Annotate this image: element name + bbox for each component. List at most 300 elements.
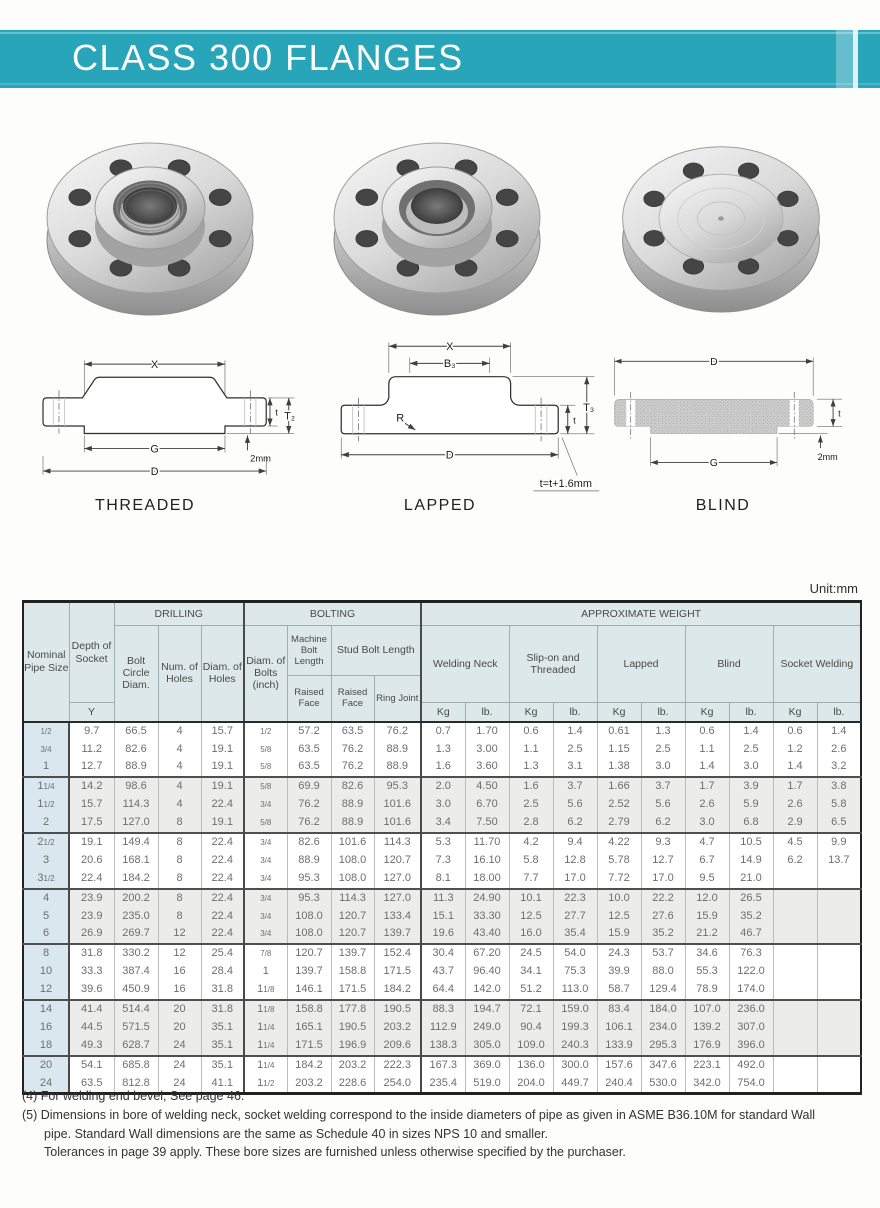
value-cell: 14.9 <box>729 852 773 870</box>
value-cell <box>817 1037 861 1056</box>
pipe-size-cell: 8 <box>23 944 69 963</box>
value-cell: 27.7 <box>553 907 597 925</box>
unit-label: Unit:mm <box>809 581 858 596</box>
value-cell: 46.7 <box>729 925 773 944</box>
group-socket-welding: Socket Welding <box>773 626 861 703</box>
value-cell: 22.4 <box>201 833 244 852</box>
value-cell: 6.2 <box>641 814 685 833</box>
value-cell: 1.2 <box>773 740 817 758</box>
value-cell: 6.2 <box>553 814 597 833</box>
value-cell: 101.6 <box>374 814 421 833</box>
value-cell: 12.5 <box>597 907 641 925</box>
value-cell: 114.3 <box>374 833 421 852</box>
value-cell: 9.5 <box>685 870 729 889</box>
value-cell: 1.1 <box>685 740 729 758</box>
value-cell: 158.8 <box>287 1000 331 1019</box>
value-cell: 194.7 <box>465 1000 509 1019</box>
value-cell: 5.3 <box>421 833 465 852</box>
table-row <box>23 1037 861 1056</box>
value-cell: 7/8 <box>244 944 287 963</box>
pipe-size-cell: 20 <box>23 1056 69 1075</box>
footnote-4: (4) For welding end bevel, See page 46. <box>22 1089 245 1103</box>
value-cell: 19.6 <box>421 925 465 944</box>
value-cell: 307.0 <box>729 1019 773 1037</box>
value-cell: 5.8 <box>509 852 553 870</box>
value-cell: 8 <box>158 814 201 833</box>
group-blind: Blind <box>685 626 773 703</box>
value-cell: 1.66 <box>597 777 641 796</box>
value-cell: 139.7 <box>374 925 421 944</box>
table-row <box>23 852 861 870</box>
lap-thickness-note: t=t+1.6mm <box>539 478 592 491</box>
value-cell: 41.4 <box>69 1000 114 1019</box>
value-cell: 101.6 <box>331 833 374 852</box>
value-cell: 12.5 <box>509 907 553 925</box>
value-cell: 20.6 <box>69 852 114 870</box>
group-approximate-weight: APPROXIMATE WEIGHT <box>421 602 861 626</box>
value-cell: 228.6 <box>331 1074 374 1093</box>
group-drilling: DRILLING <box>114 602 244 626</box>
value-cell: 127.0 <box>114 814 158 833</box>
value-cell: 628.7 <box>114 1037 158 1056</box>
value-cell: 16 <box>158 963 201 981</box>
col-lap-lb: lb. <box>641 703 685 722</box>
value-cell: 2.8 <box>509 814 553 833</box>
value-cell: 168.1 <box>114 852 158 870</box>
value-cell: 122.0 <box>729 963 773 981</box>
value-cell: 152.4 <box>374 944 421 963</box>
value-cell: 12.0 <box>685 889 729 908</box>
value-cell: 171.5 <box>331 981 374 1000</box>
value-cell: 450.9 <box>114 981 158 1000</box>
table-row <box>23 1000 861 1019</box>
value-cell: 3.0 <box>729 758 773 777</box>
value-cell: 1.7 <box>773 777 817 796</box>
value-cell: 4 <box>158 796 201 814</box>
value-cell: 20 <box>158 1019 201 1037</box>
table-row <box>23 907 861 925</box>
value-cell: 76.3 <box>729 944 773 963</box>
pipe-size-cell: 24 <box>23 1074 69 1093</box>
value-cell: 88.9 <box>374 740 421 758</box>
value-cell: 14.2 <box>69 777 114 796</box>
dim-label-t: t <box>275 407 278 418</box>
caption-blind: BLIND <box>695 497 751 514</box>
value-cell: 176.9 <box>685 1037 729 1056</box>
pipe-size-cell: 18 <box>23 1037 69 1056</box>
value-cell: 76.2 <box>287 814 331 833</box>
value-cell: 5.6 <box>641 796 685 814</box>
value-cell: 120.7 <box>287 944 331 963</box>
value-cell <box>817 1056 861 1075</box>
value-cell: 2.5 <box>509 796 553 814</box>
col-machine-raised-face: Raised Face <box>287 676 331 722</box>
dim-label-d: D <box>445 449 454 462</box>
value-cell: 15.1 <box>421 907 465 925</box>
value-cell <box>773 963 817 981</box>
value-cell: 138.3 <box>421 1037 465 1056</box>
value-cell: 19.1 <box>201 777 244 796</box>
value-cell: 26.5 <box>729 889 773 908</box>
dim-label-2mm: 2mm <box>250 453 272 464</box>
value-cell <box>817 963 861 981</box>
table-row <box>23 777 861 796</box>
table-row <box>23 870 861 889</box>
value-cell: 63.5 <box>69 1074 114 1093</box>
value-cell: 25.4 <box>201 944 244 963</box>
value-cell: 35.4 <box>553 925 597 944</box>
value-cell: 34.6 <box>685 944 729 963</box>
dimensions-table <box>22 600 862 1095</box>
value-cell: 203.2 <box>287 1074 331 1093</box>
value-cell: 0.61 <box>597 722 641 741</box>
value-cell: 387.4 <box>114 963 158 981</box>
value-cell: 106.1 <box>597 1019 641 1037</box>
value-cell: 41.1 <box>201 1074 244 1093</box>
value-cell <box>817 1000 861 1019</box>
pipe-size-cell: 2 <box>23 814 69 833</box>
value-cell: 184.2 <box>114 870 158 889</box>
value-cell: 11/2 <box>244 1074 287 1093</box>
value-cell: 330.2 <box>114 944 158 963</box>
value-cell: 240.3 <box>553 1037 597 1056</box>
dim-label-x: X <box>446 341 454 354</box>
pipe-size-cell: 11/2 <box>23 796 69 814</box>
value-cell: 3/4 <box>244 907 287 925</box>
value-cell: 11/8 <box>244 1000 287 1019</box>
value-cell: 10.1 <box>509 889 553 908</box>
value-cell: 12 <box>158 925 201 944</box>
col-diam-bolts: Diam. of Bolts (inch) <box>244 626 287 722</box>
value-cell: 82.6 <box>287 833 331 852</box>
value-cell: 5.9 <box>729 796 773 814</box>
value-cell: 7.50 <box>465 814 509 833</box>
value-cell: 4 <box>158 777 201 796</box>
title-banner <box>0 30 880 88</box>
value-cell: 127.0 <box>374 870 421 889</box>
table-row <box>23 1019 861 1037</box>
value-cell: 519.0 <box>465 1074 509 1093</box>
value-cell: 96.40 <box>465 963 509 981</box>
value-cell: 4.5 <box>773 833 817 852</box>
value-cell: 199.3 <box>553 1019 597 1037</box>
dim-label-t2: T₂ <box>284 410 296 423</box>
pipe-size-cell: 14 <box>23 1000 69 1019</box>
value-cell: 1.3 <box>421 740 465 758</box>
table-row <box>23 796 861 814</box>
value-cell: 1.4 <box>553 722 597 741</box>
value-cell <box>773 1056 817 1075</box>
value-cell: 1.7 <box>685 777 729 796</box>
value-cell: 11.3 <box>421 889 465 908</box>
dim-label-d: D <box>710 356 718 368</box>
caption-lapped: LAPPED <box>403 497 477 514</box>
col-so-lb: lb. <box>553 703 597 722</box>
pipe-size-cell: 21/2 <box>23 833 69 852</box>
value-cell: 7.7 <box>509 870 553 889</box>
value-cell: 5.8 <box>817 796 861 814</box>
value-cell: 136.0 <box>509 1056 553 1075</box>
value-cell: 83.4 <box>597 1000 641 1019</box>
lapped-flange-photo <box>312 126 562 326</box>
value-cell: 23.9 <box>69 889 114 908</box>
value-cell: 66.5 <box>114 722 158 741</box>
dim-label-t: t <box>838 408 841 419</box>
value-cell: 33.30 <box>465 907 509 925</box>
value-cell: 27.6 <box>641 907 685 925</box>
value-cell: 1.4 <box>817 722 861 741</box>
value-cell: 22.4 <box>69 870 114 889</box>
value-cell: 108.0 <box>331 852 374 870</box>
value-cell: 184.2 <box>374 981 421 1000</box>
value-cell: 22.4 <box>201 796 244 814</box>
pipe-size-cell: 3/4 <box>23 740 69 758</box>
value-cell: 8 <box>158 852 201 870</box>
blind-flange-photo <box>598 130 844 327</box>
value-cell: 120.7 <box>331 907 374 925</box>
value-cell: 3.00 <box>465 740 509 758</box>
value-cell: 11/8 <box>244 981 287 1000</box>
col-bolt-circle-diam: Bolt Circle Diam. <box>114 626 158 722</box>
value-cell <box>773 1019 817 1037</box>
value-cell: 43.7 <box>421 963 465 981</box>
col-depth-of-socket: Depth of Socket <box>69 602 114 703</box>
value-cell: 4 <box>158 722 201 741</box>
value-cell: 754.0 <box>729 1074 773 1093</box>
value-cell: 21.0 <box>729 870 773 889</box>
value-cell: 76.2 <box>287 796 331 814</box>
value-cell: 34.1 <box>509 963 553 981</box>
value-cell: 57.2 <box>287 722 331 741</box>
col-lap-kg: Kg <box>597 703 641 722</box>
value-cell: 63.5 <box>287 758 331 777</box>
value-cell: 139.7 <box>287 963 331 981</box>
value-cell: 88.9 <box>374 758 421 777</box>
value-cell: 1.3 <box>509 758 553 777</box>
dim-label-g: G <box>709 458 718 470</box>
value-cell: 26.9 <box>69 925 114 944</box>
value-cell: 11/4 <box>244 1037 287 1056</box>
value-cell: 5.6 <box>553 796 597 814</box>
dim-label-b3: B₃ <box>443 358 456 371</box>
value-cell: 2.52 <box>597 796 641 814</box>
value-cell: 3.0 <box>641 758 685 777</box>
value-cell: 3.60 <box>465 758 509 777</box>
lapped-drawing <box>326 331 602 498</box>
value-cell: 3.4 <box>421 814 465 833</box>
value-cell: 3.7 <box>553 777 597 796</box>
value-cell: 114.3 <box>114 796 158 814</box>
threaded-flange-photo <box>25 126 275 326</box>
col-sw-kg: Kg <box>773 703 817 722</box>
value-cell: 4 <box>158 740 201 758</box>
value-cell: 35.1 <box>201 1037 244 1056</box>
value-cell: 300.0 <box>553 1056 597 1075</box>
col-ring-joint: Ring Joint <box>374 676 421 722</box>
value-cell: 165.1 <box>287 1019 331 1037</box>
value-cell: 6.7 <box>685 852 729 870</box>
footnote-5: (5) Dimensions in bore of welding neck, socket welding correspond to the inside diameters of pipe as given in ASME B36.10M for standard Wall <box>22 1107 815 1122</box>
value-cell: 24 <box>158 1074 201 1093</box>
value-cell: 88.9 <box>331 796 374 814</box>
pipe-size-cell: 10 <box>23 963 69 981</box>
value-cell: 88.0 <box>641 963 685 981</box>
col-machine-bolt-length: Machine Bolt Length <box>287 626 331 676</box>
value-cell: 22.4 <box>201 925 244 944</box>
caption-threaded: THREADED <box>94 497 195 514</box>
pipe-size-cell: 16 <box>23 1019 69 1037</box>
value-cell: 5/8 <box>244 758 287 777</box>
col-blind-lb: lb. <box>729 703 773 722</box>
value-cell: 76.2 <box>331 740 374 758</box>
value-cell: 223.1 <box>685 1056 729 1075</box>
value-cell: 530.0 <box>641 1074 685 1093</box>
value-cell: 492.0 <box>729 1056 773 1075</box>
value-cell: 133.4 <box>374 907 421 925</box>
table-body <box>23 722 861 1094</box>
value-cell: 5/8 <box>244 777 287 796</box>
value-cell: 2.6 <box>773 796 817 814</box>
value-cell: 1.3 <box>641 722 685 741</box>
value-cell: 24 <box>158 1056 201 1075</box>
value-cell <box>773 889 817 908</box>
value-cell: 3.7 <box>641 777 685 796</box>
banner-stripe-light <box>836 30 853 88</box>
value-cell: 88.3 <box>421 1000 465 1019</box>
value-cell: 24 <box>158 1037 201 1056</box>
value-cell <box>817 981 861 1000</box>
table-row <box>23 758 861 777</box>
value-cell: 2.5 <box>729 740 773 758</box>
col-num-holes: Num. of Holes <box>158 626 201 722</box>
value-cell: 3.9 <box>729 777 773 796</box>
value-cell: 240.4 <box>597 1074 641 1093</box>
value-cell: 15.7 <box>201 722 244 741</box>
value-cell: 18.00 <box>465 870 509 889</box>
value-cell: 3.0 <box>685 814 729 833</box>
value-cell: 396.0 <box>729 1037 773 1056</box>
value-cell: 8 <box>158 833 201 852</box>
value-cell: 6.70 <box>465 796 509 814</box>
page-title: CLASS 300 FLANGES <box>72 37 464 78</box>
value-cell: 3/4 <box>244 870 287 889</box>
value-cell: 234.0 <box>641 1019 685 1037</box>
col-wn-lb: lb. <box>465 703 509 722</box>
value-cell: 3/4 <box>244 925 287 944</box>
value-cell: 295.3 <box>641 1037 685 1056</box>
value-cell: 5.78 <box>597 852 641 870</box>
value-cell: 12.8 <box>553 852 597 870</box>
value-cell: 3/4 <box>244 833 287 852</box>
value-cell: 8 <box>158 889 201 908</box>
col-y: Y <box>69 703 114 722</box>
value-cell: 1.1 <box>509 740 553 758</box>
value-cell: 35.1 <box>201 1056 244 1075</box>
value-cell: 254.0 <box>374 1074 421 1093</box>
value-cell: 269.7 <box>114 925 158 944</box>
value-cell <box>773 1000 817 1019</box>
value-cell: 16 <box>158 981 201 1000</box>
footnotes <box>22 1087 860 1162</box>
value-cell <box>773 870 817 889</box>
value-cell: 184.2 <box>287 1056 331 1075</box>
value-cell: 203.2 <box>374 1019 421 1037</box>
pipe-size-cell: 1 <box>23 758 69 777</box>
value-cell: 2.5 <box>553 740 597 758</box>
dim-label-2mm: 2mm <box>817 451 838 462</box>
value-cell: 171.5 <box>287 1037 331 1056</box>
value-cell: 190.5 <box>331 1019 374 1037</box>
value-cell: 31.8 <box>201 1000 244 1019</box>
value-cell: 177.8 <box>331 1000 374 1019</box>
value-cell: 200.2 <box>114 889 158 908</box>
value-cell: 685.8 <box>114 1056 158 1075</box>
value-cell: 157.6 <box>597 1056 641 1075</box>
value-cell: 3/4 <box>244 796 287 814</box>
value-cell: 4.50 <box>465 777 509 796</box>
value-cell: 31.8 <box>69 944 114 963</box>
value-cell: 23.9 <box>69 907 114 925</box>
value-cell: 19.1 <box>201 758 244 777</box>
footnote-5-cont-2: Tolerances in page 39 apply. These bore sizes are furnished unless otherwise specified by the purchaser. <box>44 1145 626 1160</box>
value-cell: 16.10 <box>465 852 509 870</box>
value-cell: 95.3 <box>374 777 421 796</box>
group-welding-neck: Welding Neck <box>421 626 509 703</box>
value-cell: 107.0 <box>685 1000 729 1019</box>
value-cell: 174.0 <box>729 981 773 1000</box>
value-cell: 31.8 <box>201 981 244 1000</box>
dim-label-t3: T₃ <box>583 401 595 414</box>
value-cell: 6.2 <box>773 852 817 870</box>
value-cell: 49.3 <box>69 1037 114 1056</box>
value-cell: 3/4 <box>244 889 287 908</box>
value-cell: 3.0 <box>421 796 465 814</box>
value-cell: 209.6 <box>374 1037 421 1056</box>
value-cell: 82.6 <box>331 777 374 796</box>
pipe-size-cell: 12 <box>23 981 69 1000</box>
pipe-size-cell: 5 <box>23 907 69 925</box>
value-cell: 449.7 <box>553 1074 597 1093</box>
value-cell: 24.3 <box>597 944 641 963</box>
value-cell: 7.72 <box>597 870 641 889</box>
value-cell <box>817 907 861 925</box>
value-cell: 63.5 <box>331 722 374 741</box>
value-cell: 342.0 <box>685 1074 729 1093</box>
dim-label-r: R <box>396 412 405 425</box>
value-cell: 0.6 <box>685 722 729 741</box>
value-cell: 21.2 <box>685 925 729 944</box>
value-cell: 15.9 <box>597 925 641 944</box>
value-cell: 22.2 <box>641 889 685 908</box>
value-cell: 88.9 <box>114 758 158 777</box>
value-cell: 1.6 <box>421 758 465 777</box>
value-cell: 39.9 <box>597 963 641 981</box>
group-bolting: BOLTING <box>244 602 421 626</box>
value-cell: 35.2 <box>729 907 773 925</box>
value-cell: 58.7 <box>597 981 641 1000</box>
pipe-size-cell: 31/2 <box>23 870 69 889</box>
value-cell <box>817 925 861 944</box>
value-cell: 1.15 <box>597 740 641 758</box>
value-cell: 196.9 <box>331 1037 374 1056</box>
table-row <box>23 925 861 944</box>
value-cell: 2.6 <box>685 796 729 814</box>
value-cell: 11/4 <box>244 1019 287 1037</box>
value-cell: 12.7 <box>69 758 114 777</box>
value-cell: 0.6 <box>509 722 553 741</box>
value-cell: 19.1 <box>201 740 244 758</box>
blind-drawing <box>600 336 862 490</box>
